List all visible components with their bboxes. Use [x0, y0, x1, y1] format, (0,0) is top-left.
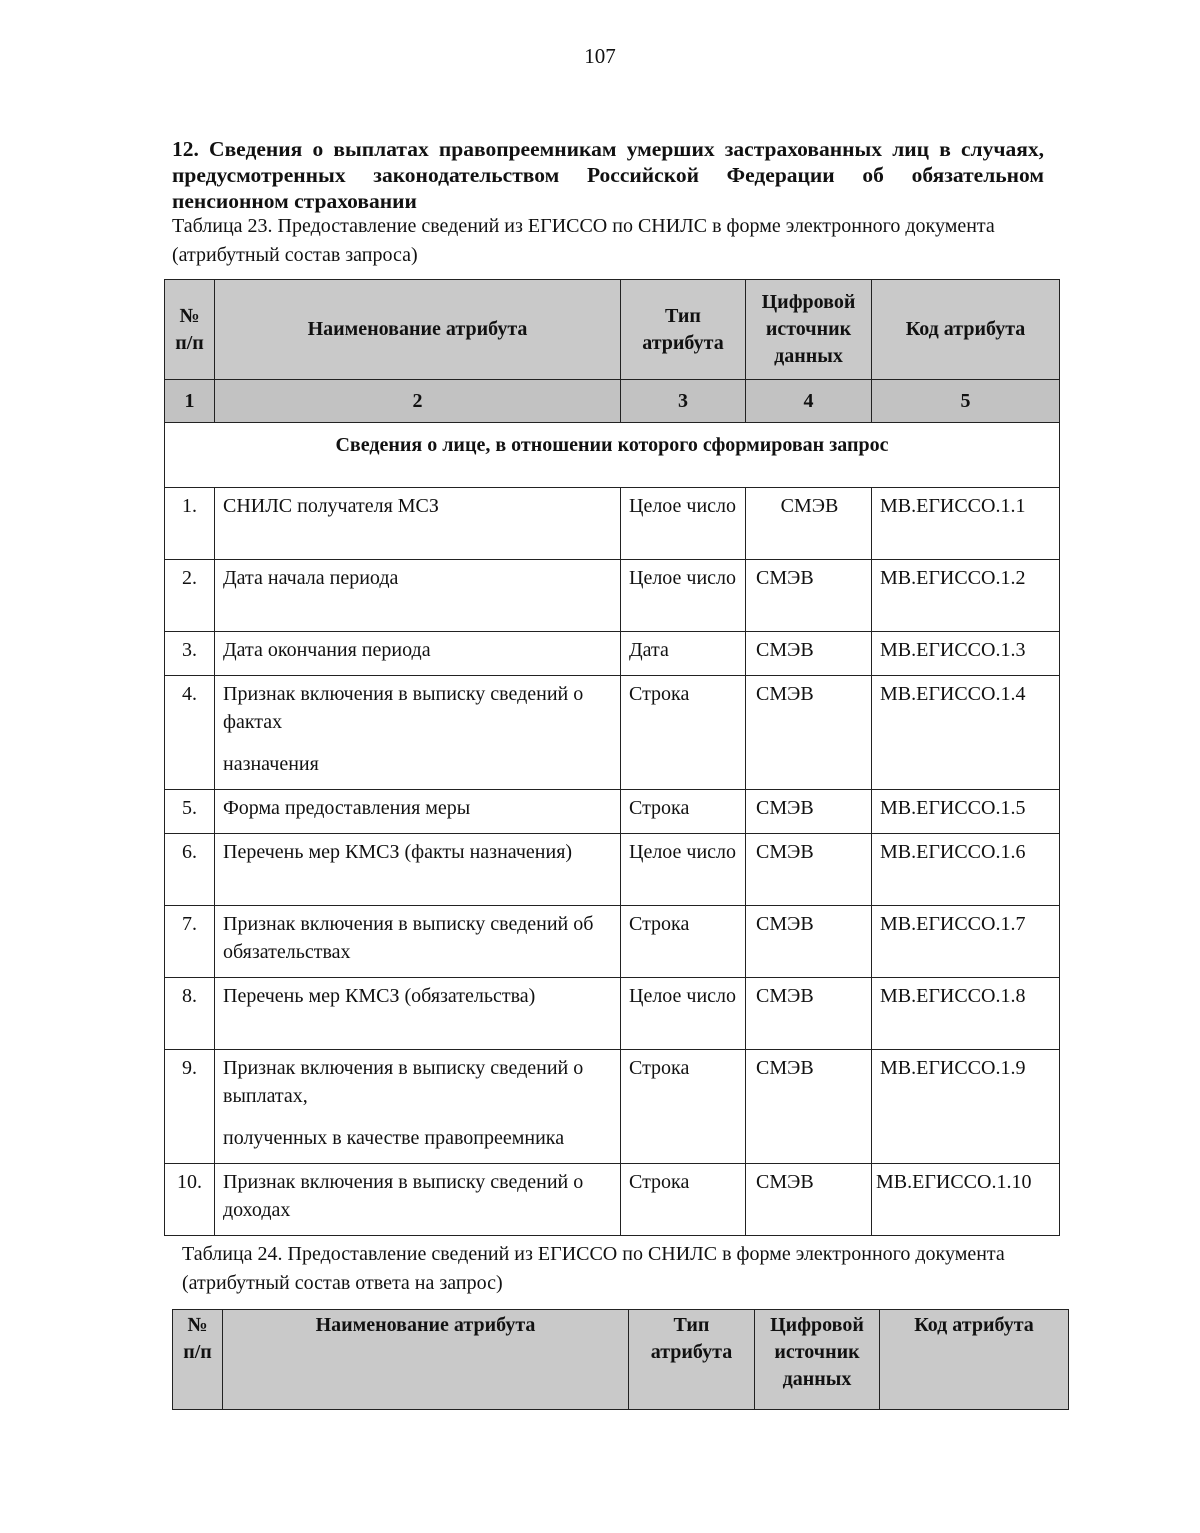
table-row: [165, 978, 1060, 1050]
data-source: СМЭВ: [746, 906, 872, 978]
row-number: 7.: [165, 906, 215, 978]
attribute-code: МВ.ЕГИССО.1.5: [872, 790, 1060, 834]
attribute-name: [215, 978, 621, 1050]
attribute-name-line: назначения: [223, 753, 319, 775]
data-source: СМЭВ: [746, 560, 872, 632]
column-number: 4: [746, 380, 872, 423]
header-source: Цифровой источник данных: [746, 280, 872, 380]
header-code: Код атрибута: [872, 280, 1060, 380]
column-number: 2: [215, 380, 621, 423]
attribute-name-line: Перечень мер КМСЗ (факты назначения): [223, 841, 573, 863]
attribute-code: МВ.ЕГИССО.1.6: [872, 834, 1060, 906]
table-row: [165, 1050, 1060, 1164]
table-row: [165, 834, 1060, 906]
table-24: [172, 1309, 1069, 1410]
attribute-type: Строка: [621, 1050, 746, 1164]
attribute-name-line: Признак включения в выписку сведений о выплатах,: [223, 1057, 584, 1107]
attribute-type: Строка: [621, 790, 746, 834]
table-row: [165, 1164, 1060, 1236]
row-number: 1.: [165, 488, 215, 560]
data-source: СМЭВ: [746, 488, 872, 560]
section-title: Сведения о лице, в отношении которого сформирован запрос: [165, 423, 1060, 488]
row-number: 4.: [165, 676, 215, 790]
table-row: [165, 790, 1060, 834]
attribute-type: Дата: [621, 632, 746, 676]
attribute-name: [215, 1050, 621, 1164]
attribute-code: МВ.ЕГИССО.1.3: [872, 632, 1060, 676]
table-row: [165, 632, 1060, 676]
row-number: 9.: [165, 1050, 215, 1164]
row-number: 2.: [165, 560, 215, 632]
row-number: 10.: [165, 1164, 215, 1236]
row-number: 8.: [165, 978, 215, 1050]
attribute-code: МВ.ЕГИССО.1.4: [872, 676, 1060, 790]
section-heading: 12. Сведения о выплатах правопреемникам умерших застрахованных лиц в случаях, предусмотренных законодательством Российской Федерации об обязательном пенсионном страховании: [172, 137, 1044, 213]
page-number: 107: [584, 44, 616, 68]
attribute-name-line: Дата начала периода: [223, 567, 399, 589]
table-row: [165, 560, 1060, 632]
data-source: СМЭВ: [746, 676, 872, 790]
data-source: СМЭВ: [746, 978, 872, 1050]
table-23: [164, 279, 1060, 1236]
attribute-code: МВ.ЕГИССО.1.7: [872, 906, 1060, 978]
row-number: 6.: [165, 834, 215, 906]
table-row: [165, 906, 1060, 978]
column-number-row: [165, 380, 1060, 423]
column-number: 3: [621, 380, 746, 423]
attribute-type: Строка: [621, 906, 746, 978]
attribute-name: [215, 676, 621, 790]
header-code: Код атрибута: [880, 1310, 1069, 1410]
attribute-name-line: Признак включения в выписку сведений об обязательствах: [223, 913, 594, 963]
row-number: 3.: [165, 632, 215, 676]
data-source: СМЭВ: [746, 1164, 872, 1236]
attribute-name-line: Признак включения в выписку сведений о фактах: [223, 683, 584, 733]
data-source: СМЭВ: [746, 1050, 872, 1164]
table24-caption: Таблица 24. Предоставление сведений из ЕГИССО по СНИЛС в форме электронного документа (атрибутный состав ответа на запрос): [182, 1243, 1005, 1294]
table23-caption: Таблица 23. Предоставление сведений из ЕГИССО по СНИЛС в форме электронного документа (атрибутный состав запроса): [172, 215, 995, 266]
attribute-type: Целое число: [621, 978, 746, 1050]
attribute-type: Целое число: [621, 488, 746, 560]
attribute-type: Строка: [621, 676, 746, 790]
attribute-name-line: Форма предоставления меры: [223, 797, 471, 819]
column-number: 5: [872, 380, 1060, 423]
attribute-name: [215, 1164, 621, 1236]
attribute-type: Строка: [621, 1164, 746, 1236]
row-number: 5.: [165, 790, 215, 834]
data-source: СМЭВ: [746, 790, 872, 834]
header-name: Наименование атрибута: [223, 1310, 629, 1410]
header-name: Наименование атрибута: [215, 280, 621, 380]
table-row: [165, 488, 1060, 560]
attribute-code: МВ.ЕГИССО.1.8: [872, 978, 1060, 1050]
attribute-code: МВ.ЕГИССО.1.10: [872, 1164, 1060, 1236]
attribute-name-line: Дата окончания периода: [223, 639, 431, 661]
attribute-code: МВ.ЕГИССО.1.1: [872, 488, 1060, 560]
header-num: № п/п: [173, 1310, 223, 1410]
attribute-name-line: Признак включения в выписку сведений о доходах: [223, 1171, 584, 1221]
attribute-name: [215, 632, 621, 676]
attribute-type: Целое число: [621, 834, 746, 906]
attribute-code: МВ.ЕГИССО.1.2: [872, 560, 1060, 632]
section-row: [165, 423, 1060, 488]
header-type: Тип атрибута: [621, 280, 746, 380]
header-num: № п/п: [165, 280, 215, 380]
attribute-type: Целое число: [621, 560, 746, 632]
attribute-code: МВ.ЕГИССО.1.9: [872, 1050, 1060, 1164]
attribute-name: [215, 560, 621, 632]
header-source: Цифровой источник данных: [755, 1310, 880, 1410]
attribute-name: [215, 834, 621, 906]
header-type: Тип атрибута: [629, 1310, 755, 1410]
table-row: [165, 676, 1060, 790]
attribute-name: [215, 790, 621, 834]
attribute-name-line: СНИЛС получателя МСЗ: [223, 495, 439, 517]
attribute-name: [215, 488, 621, 560]
column-number: 1: [165, 380, 215, 423]
data-source: СМЭВ: [746, 632, 872, 676]
attribute-name: [215, 906, 621, 978]
attribute-name-line: Перечень мер КМСЗ (обязательства): [223, 985, 536, 1007]
attribute-name-line: полученных в качестве правопреемника: [223, 1127, 565, 1149]
data-source: СМЭВ: [746, 834, 872, 906]
